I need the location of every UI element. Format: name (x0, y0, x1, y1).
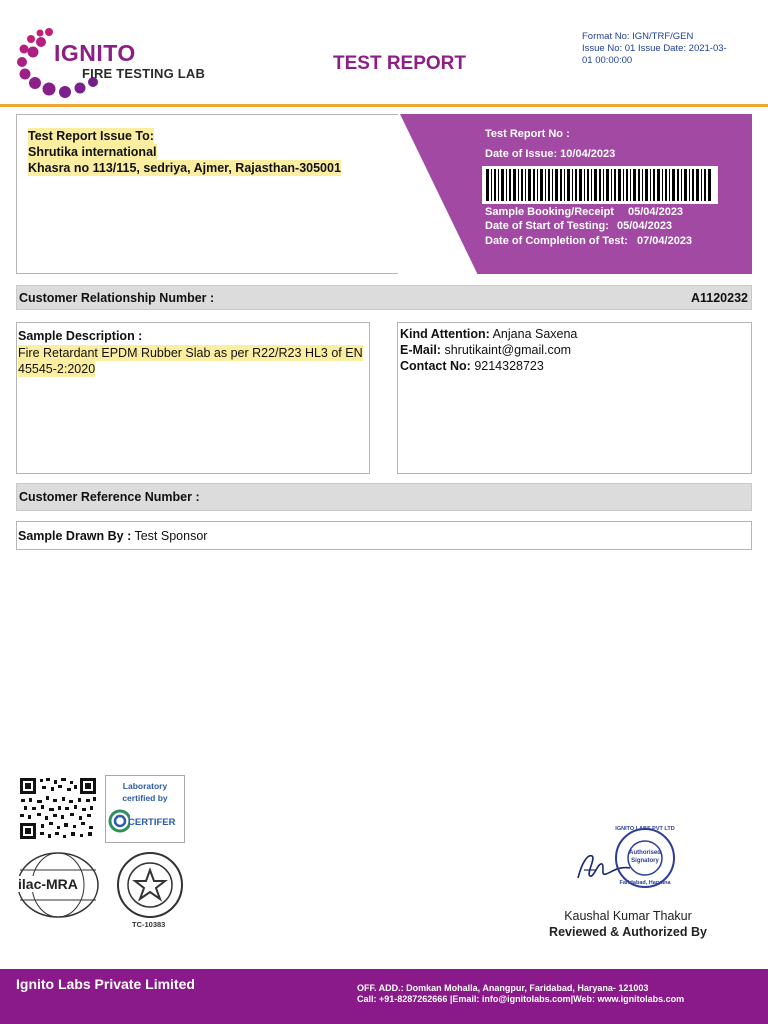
date-of-issue: Date of Issue: 10/04/2023 (485, 148, 616, 160)
contact-attention (400, 326, 577, 342)
signatory-role: Reviewed & Authorized By (549, 925, 707, 939)
certifer-swirl-icon (108, 809, 130, 833)
start-testing-label: Date of Start of Testing: (485, 220, 609, 232)
tc-number: TC-10383 (132, 920, 166, 929)
customer-relationship-label: Customer Relationship Number : (19, 291, 215, 305)
footer-contact-info: Call: +91-8287262666 |Email: info@ignitolabs.com|Web: www.ignitolabs.com (357, 994, 685, 1004)
footer-address (357, 983, 684, 1005)
completion-label: Date of Completion of Test: (485, 235, 628, 247)
issue-number-line1: Issue No: 01 Issue Date: 2021-03- (582, 43, 727, 54)
page-title: TEST REPORT (333, 53, 467, 74)
stamp-mid-line1: Authorised (629, 850, 661, 856)
issue-to-company: Shrutika international (28, 145, 157, 159)
sample-description-line1: Fire Retardant EPDM Rubber Slab as per R22/R23 HL3 of EN (18, 346, 363, 360)
ilac-label: ilac-MRA (18, 876, 78, 892)
contact-phone (400, 358, 544, 374)
stamp-mid-line2: Signatory (631, 858, 659, 864)
sample-drawn-value: Test Sponsor (134, 529, 208, 543)
stamp-bottom-text: Faridabad, Haryana (619, 880, 671, 886)
company-stamp (614, 824, 676, 892)
issue-number-line2: 01 00:00:00 (582, 55, 633, 66)
customer-reference-label: Customer Reference Number : (19, 490, 200, 504)
sample-description-line2: 45545-2:2020 (18, 362, 96, 376)
completion-date: 07/04/2023 (637, 235, 693, 247)
lab-certified-line1: Laboratory (122, 781, 168, 791)
email-label: E-Mail: (400, 343, 441, 357)
issue-to-heading: Test Report Issue To: (28, 129, 154, 143)
footer-company-name: Ignito Labs Private Limited (16, 976, 195, 992)
contact-email (400, 342, 571, 358)
nabl-seal-icon (114, 850, 186, 920)
footer-office-address: OFF. ADD.: Domkan Mohalla, Anangpur, Faridabad, Haryana- 121003 (357, 983, 649, 993)
booking-label: Sample Booking/Receipt (485, 206, 614, 218)
attention-label: Kind Attention: (400, 327, 490, 341)
sample-description-text (18, 328, 363, 377)
company-logo (16, 26, 216, 100)
certifer-badge (105, 775, 185, 843)
certifer-label: CERTIFER (128, 817, 176, 828)
header-divider (0, 104, 768, 107)
barcode-icon (482, 166, 718, 204)
ilac-logo (14, 850, 102, 920)
email-value: shrutikaint@gmail.com (444, 343, 572, 357)
qr-code-icon (18, 776, 98, 841)
format-number: Format No: IGN/TRF/GEN (582, 31, 694, 42)
customer-relationship-value: A1120232 (690, 291, 748, 305)
issue-to-address: Khasra no 113/115, sedriya, Ajmer, Rajasthan-305001 (28, 161, 341, 175)
logo-name: IGNITO (54, 40, 136, 66)
phone-value: 9214328723 (474, 359, 544, 373)
start-testing-date: 05/04/2023 (617, 220, 673, 232)
phone-label: Contact No: (400, 359, 471, 373)
signatory-name: Kaushal Kumar Thakur (564, 909, 692, 923)
lab-certified-line2: certified by (122, 793, 168, 803)
sample-description-label: Sample Description : (18, 329, 143, 343)
logo-subtitle: FIRE TESTING LAB (82, 66, 206, 81)
issue-to-text (28, 128, 341, 176)
stamp-top-text: IGNITO LABS PVT LTD (615, 826, 675, 832)
format-info (582, 31, 762, 67)
report-number-label: Test Report No : (485, 128, 570, 140)
booking-date: 05/04/2023 (628, 206, 684, 218)
sample-drawn-text (18, 528, 207, 544)
attention-value: Anjana Saxena (492, 327, 578, 341)
nabl-seal (114, 850, 186, 932)
sample-drawn-label: Sample Drawn By : (18, 529, 132, 543)
